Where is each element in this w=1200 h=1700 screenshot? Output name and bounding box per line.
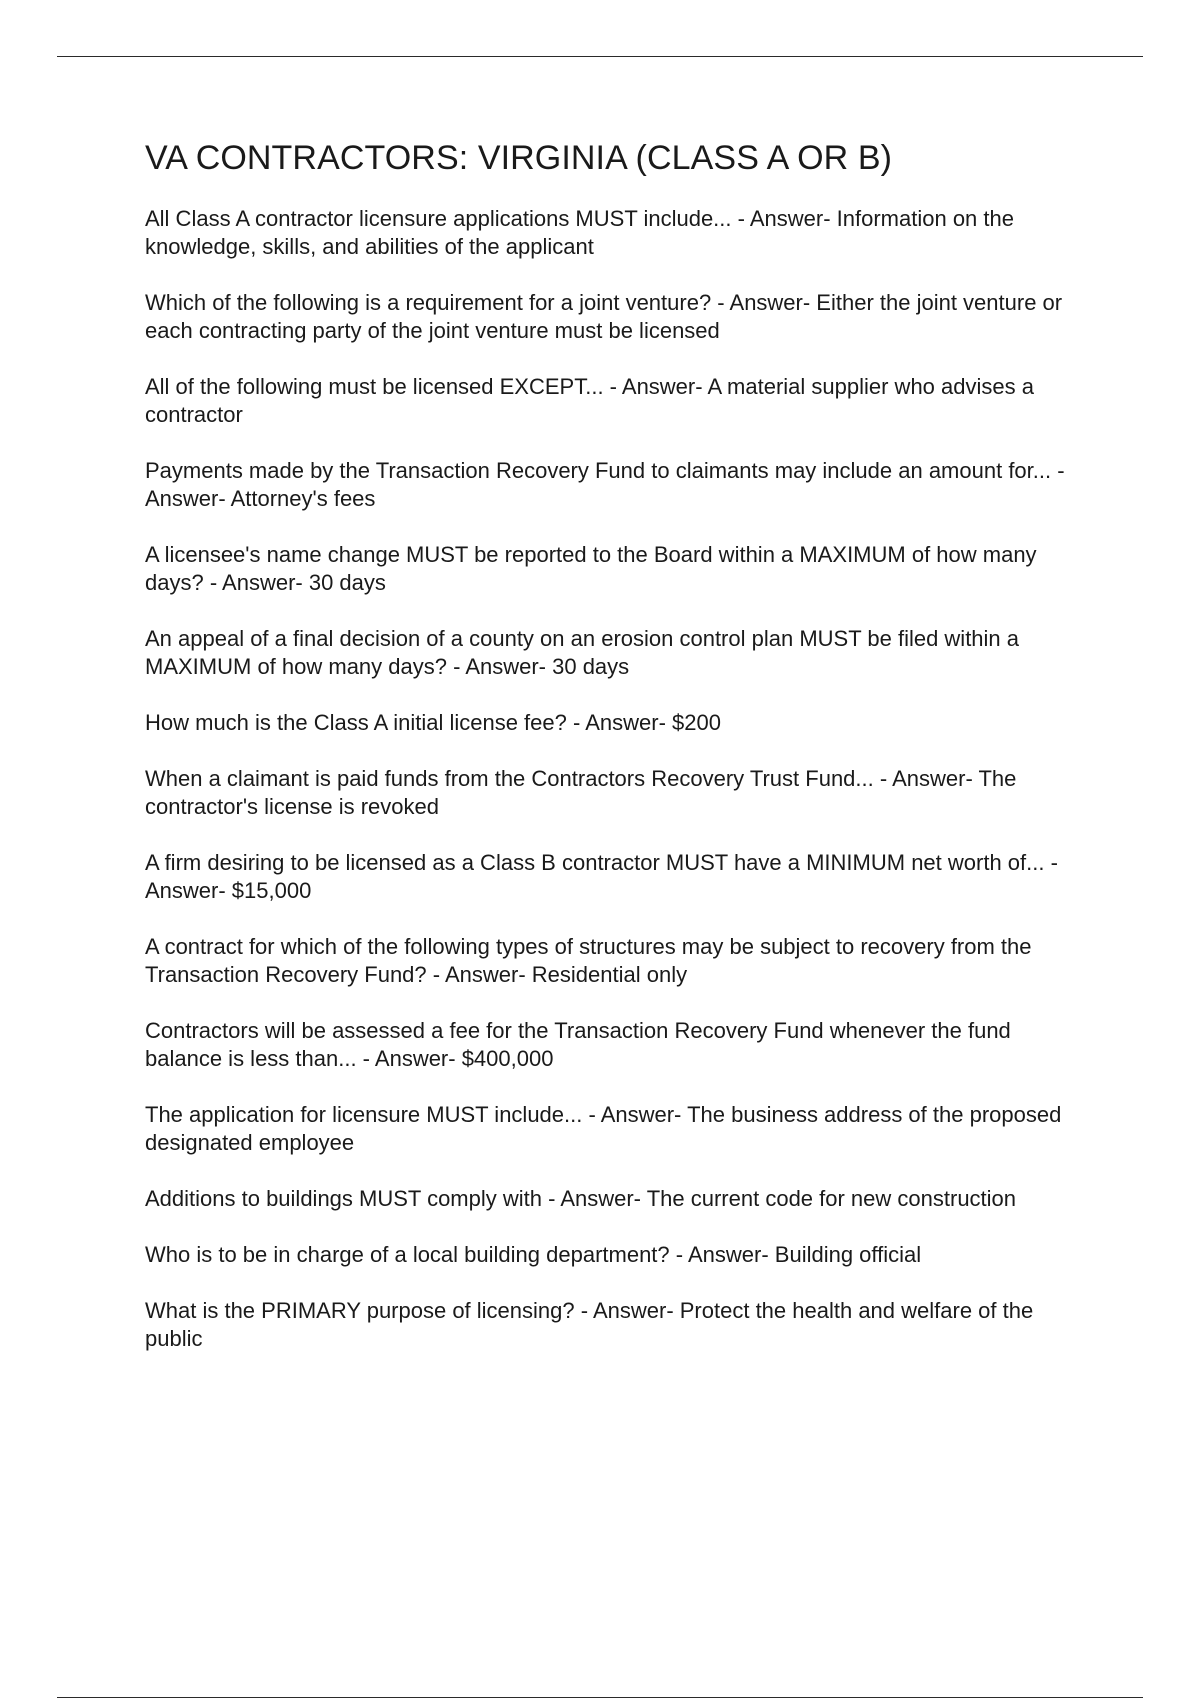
document-body bbox=[145, 138, 1090, 1381]
bottom-divider bbox=[57, 1697, 1143, 1698]
qa-item: How much is the Class A initial license fee? - Answer- $200 bbox=[145, 709, 721, 735]
qa-item: All Class A contractor licensure applications MUST include... - Answer- Information on the knowledge, skills, and abilities of the applicant bbox=[145, 205, 1014, 259]
qa-item: Payments made by the Transaction Recovery Fund to claimants may include an amount for... - Answer- Attorney's fees bbox=[145, 457, 1065, 511]
document-title: VA CONTRACTORS: VIRGINIA (CLASS A OR B) bbox=[145, 139, 893, 177]
qa-item: What is the PRIMARY purpose of licensing? - Answer- Protect the health and welfare of the public bbox=[145, 1297, 1034, 1351]
qa-item: A contract for which of the following types of structures may be subject to recovery from the Transaction Recovery Fund? - Answer- Residential only bbox=[145, 933, 1032, 987]
qa-item: The application for licensure MUST include... - Answer- The business address of the proposed designated employee bbox=[145, 1101, 1062, 1155]
qa-item: Contractors will be assessed a fee for the Transaction Recovery Fund whenever the fund balance is less than... - Answer- $400,000 bbox=[145, 1017, 1011, 1071]
qa-item: When a claimant is paid funds from the Contractors Recovery Trust Fund... - Answer- The contractor's license is revoked bbox=[145, 765, 1017, 819]
qa-item: All of the following must be licensed EXCEPT... - Answer- A material supplier who advises a contractor bbox=[145, 373, 1034, 427]
qa-item: Additions to buildings MUST comply with - Answer- The current code for new construction bbox=[145, 1185, 1017, 1211]
qa-item: An appeal of a final decision of a county on an erosion control plan MUST be filed within a MAXIMUM of how many days? - Answer- 30 days bbox=[145, 625, 1020, 679]
qa-item: Which of the following is a requirement for a joint venture? - Answer- Either the joint venture or each contracting party of the joint venture must be licensed bbox=[145, 289, 1063, 343]
qa-item: A licensee's name change MUST be reported to the Board within a MAXIMUM of how many days? - Answer- 30 days bbox=[145, 541, 1037, 595]
qa-item: A firm desiring to be licensed as a Class B contractor MUST have a MINIMUM net worth of... - Answer- $15,000 bbox=[145, 849, 1058, 903]
qa-item: Who is to be in charge of a local building department? - Answer- Building official bbox=[145, 1241, 922, 1267]
top-divider bbox=[57, 56, 1143, 57]
